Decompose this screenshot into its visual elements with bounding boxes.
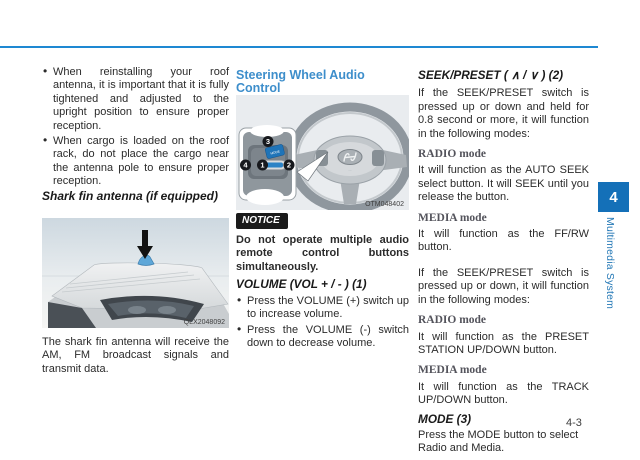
callout-2 <box>284 160 295 171</box>
notice-text: Do not operate multiple audio remote control buttons simultaneously. <box>236 234 409 273</box>
shark-fin-caption: The shark fin antenna will receive the AM, FM broadcast signals and transmit data. <box>42 336 229 375</box>
radio-mode-heading: RADIO mode <box>418 148 487 161</box>
svg-text:.....: ..... <box>347 168 353 172</box>
steering-wheel-illustration <box>236 95 409 210</box>
svg-text:4: 4 <box>243 160 248 170</box>
shark-fin-heading: Shark fin antenna (if equipped) <box>42 189 219 203</box>
mode-heading: MODE (3) <box>418 411 472 426</box>
svg-text:MODE: MODE <box>269 149 281 156</box>
svg-text:3: 3 <box>265 137 271 146</box>
media-mode-text-2: It will function as the TRACK UP/DOWN button. <box>418 380 589 407</box>
header-rule <box>0 46 598 48</box>
list-item: • Press the VOLUME (-) switch down to decrease volume. <box>236 324 409 351</box>
roof-antenna-notes <box>42 66 229 191</box>
seek-intro-2: If the SEEK/PRESET switch is pressed up or down, it will function in the following modes: <box>418 266 589 306</box>
hyundai-logo <box>338 150 362 165</box>
car-roof-drawing <box>42 218 229 328</box>
radio-mode-text: It will function as the AUTO SEEK select button. It will SEEK until you release the button. <box>418 164 589 204</box>
page-number: 4-3 <box>566 417 582 429</box>
callout-1 <box>257 160 268 171</box>
shark-fin-antenna-illustration <box>42 218 229 328</box>
controls-inset <box>239 125 296 205</box>
section-heading-audio-control: Steering Wheel Audio Control <box>236 68 365 96</box>
svg-text:1: 1 <box>260 160 265 170</box>
list-item: • Press the VOLUME (+) switch up to increase volume. <box>236 295 409 322</box>
image-code: QLX2048092 <box>183 319 225 326</box>
media-mode-heading-2: MEDIA mode <box>418 364 487 377</box>
volume-instructions <box>236 295 409 353</box>
list-item: • When reinstalling your roof antenna, it is important that it is fully tightened and adjusted to the upright position to ensure proper reception. <box>42 66 229 133</box>
seek-intro-1: If the SEEK/PRESET switch is pressed up or down and held for 0.8 second or more, it will function in the following modes: <box>418 87 589 140</box>
svg-text:2: 2 <box>286 160 292 170</box>
radio-mode-heading-2: RADIO mode <box>418 314 487 327</box>
steering-wheel-drawing <box>236 95 409 210</box>
list-item: • When cargo is loaded on the roof rack, do not place the cargo near the antenna pole to ensure proper reception. <box>42 135 229 189</box>
chapter-tab-number: 4 <box>598 182 629 212</box>
volume-heading: VOLUME (VOL + / - ) (1) <box>236 277 367 291</box>
callout-4 <box>240 160 251 171</box>
image-code: OTM048402 <box>365 201 404 208</box>
media-mode-heading: MEDIA mode <box>418 211 487 224</box>
chapter-tab-title: Multimedia System <box>604 217 616 310</box>
media-mode-text: It will function as the FF/RW button. <box>418 228 589 254</box>
right-column <box>418 69 589 458</box>
callout-3 <box>263 136 274 147</box>
notice-badge: NOTICE <box>236 213 288 229</box>
radio-mode-text-2: It will function as the PRESET STATION UP/DOWN button. <box>418 330 589 356</box>
mode-text: Press the MODE button to select Radio and Media. <box>418 428 579 455</box>
seek-preset-heading: SEEK/PRESET ( ∧ / ∨ ) (2) <box>418 68 564 82</box>
